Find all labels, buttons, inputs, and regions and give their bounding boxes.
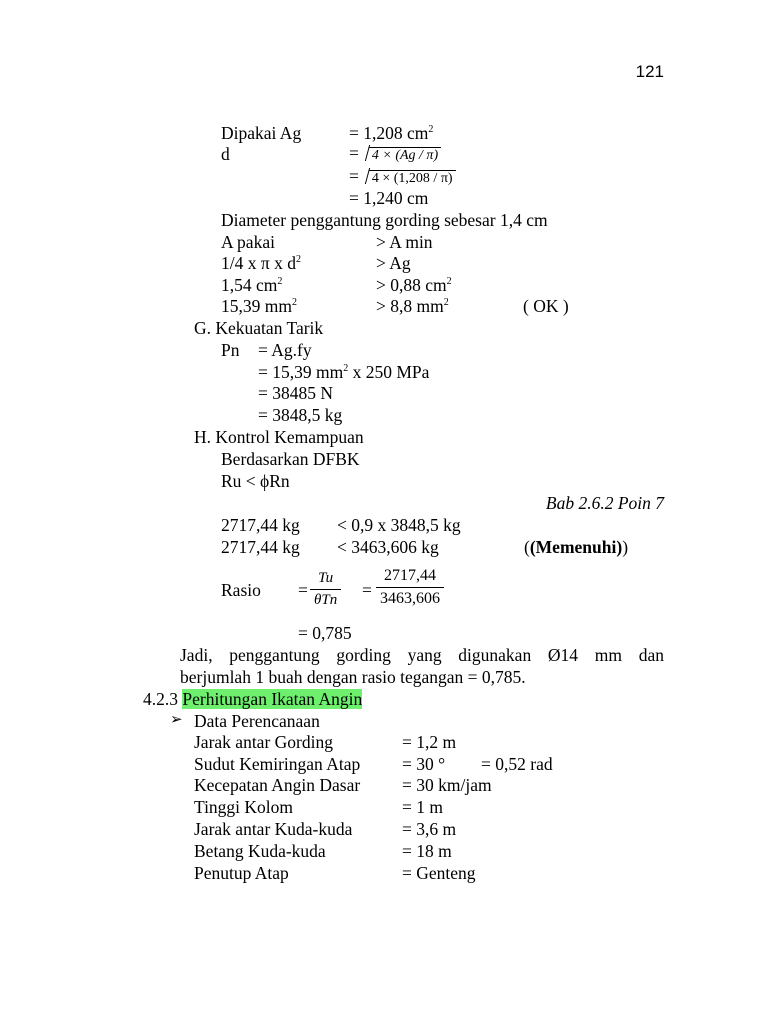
check-row-left: A pakai xyxy=(221,232,275,252)
data-row-label: Penutup Atap xyxy=(194,863,289,883)
check-row-left: 1,54 $cm^2$ xyxy=(221,275,283,295)
check-row-right: > Ag xyxy=(376,253,411,273)
data-row-value: = 30 ° xyxy=(402,754,446,774)
check-row-note: ( OK ) xyxy=(523,296,569,316)
compare-2-right: < 3463,606 kg xyxy=(337,537,439,557)
conclusion-line-1: Jadi, penggantung gording yang digunakan Ø14 mm dan xyxy=(180,645,664,665)
sqrt-formula-1: = 4 × (Ag / π) xyxy=(349,143,441,164)
dfbk-basis: Berdasarkan DFBK xyxy=(221,449,360,469)
check-row-left: 1/4 x π x $d^2$ xyxy=(221,253,301,273)
data-row-label: Kecepatan Angin Dasar xyxy=(194,775,361,795)
rasio-label: Rasio xyxy=(221,580,261,600)
compare-2-left: 2717,44 kg xyxy=(221,537,300,557)
status-memenuhi: ((Memenuhi)) xyxy=(524,537,629,557)
check-row-right: > 0,88 $cm^2$ xyxy=(376,275,452,295)
d-result: = 1,240 cm xyxy=(349,188,429,208)
data-row-label: Jarak antar Gording xyxy=(194,732,333,752)
section-g-title: G. Kekuatan Tarik xyxy=(194,318,324,338)
compare-1-left: 2717,44 kg xyxy=(221,515,300,535)
diameter-text: Diameter penggantung gording sebesar 1,4 cm xyxy=(221,210,548,230)
data-row-extra: = 0,52 rad xyxy=(481,754,553,774)
pn-line-1: = Ag.fy xyxy=(258,340,312,360)
check-row-right: > A min xyxy=(376,232,433,252)
section-h-title: H. Kontrol Kemampuan xyxy=(194,427,364,447)
reference: Bab 2.6.2 Poin 7 xyxy=(545,493,664,513)
section-heading: 4.2.3 Perhitungan Ikatan Angin xyxy=(143,689,363,709)
check-row-right: > 8,8 $mm^2$ xyxy=(376,296,449,316)
d-label: d xyxy=(221,144,230,164)
ag-value: = 1,208 $cm^2$ xyxy=(349,123,434,143)
conclusion-line-2: berjumlah 1 buah dengan rasio tegangan = 0,785. xyxy=(180,667,526,687)
data-row-value: = 3,6 m xyxy=(402,819,457,839)
data-row-value: = Genteng xyxy=(402,863,476,883)
data-row-label: Betang Kuda-kuda xyxy=(194,841,326,861)
data-row-value: = 30 km/jam xyxy=(402,775,492,795)
fraction-symbolic: Tu θTn xyxy=(310,570,341,609)
data-row-label: Jarak antar Kuda-kuda xyxy=(194,819,353,839)
data-row-value: = 1 m xyxy=(402,797,443,817)
data-row-value: = 1,2 m xyxy=(402,732,457,752)
sqrt-formula-2: = 4 × (1,208 / π) xyxy=(349,166,456,187)
check-row-left: 15,39 $mm^2$ xyxy=(221,296,297,316)
pn-line-2: = 15,39 $mm^2$ x 250 MPa xyxy=(258,362,430,382)
section-title-highlight: Perhitungan Ikatan Angin xyxy=(182,689,363,709)
data-subtitle: Data Perencanaan xyxy=(194,711,320,731)
bullet-arrow-icon: ➢ xyxy=(170,712,183,728)
data-row-value: = 18 m xyxy=(402,841,452,861)
compare-1-right: < 0,9 x 3848,5 kg xyxy=(337,515,461,535)
rasio-result: = 0,785 xyxy=(298,623,352,643)
ag-label: Dipakai Ag xyxy=(221,123,302,143)
fraction-numeric: $\frac{2717,44}{3463,606}$ xyxy=(376,567,444,608)
pn-line-4: = 3848,5 kg xyxy=(258,405,343,425)
ru-line: Ru < ϕRn xyxy=(221,471,290,491)
pn-line-3: = 38485 N xyxy=(258,383,334,403)
page-number: 121 xyxy=(635,62,664,81)
data-row-label: Sudut Kemiringan Atap xyxy=(194,754,361,774)
pn-label: Pn xyxy=(221,340,240,360)
rasio-eq-1: = xyxy=(298,580,308,600)
rasio-eq-2: = xyxy=(362,580,372,600)
data-row-label: Tinggi Kolom xyxy=(194,797,294,817)
